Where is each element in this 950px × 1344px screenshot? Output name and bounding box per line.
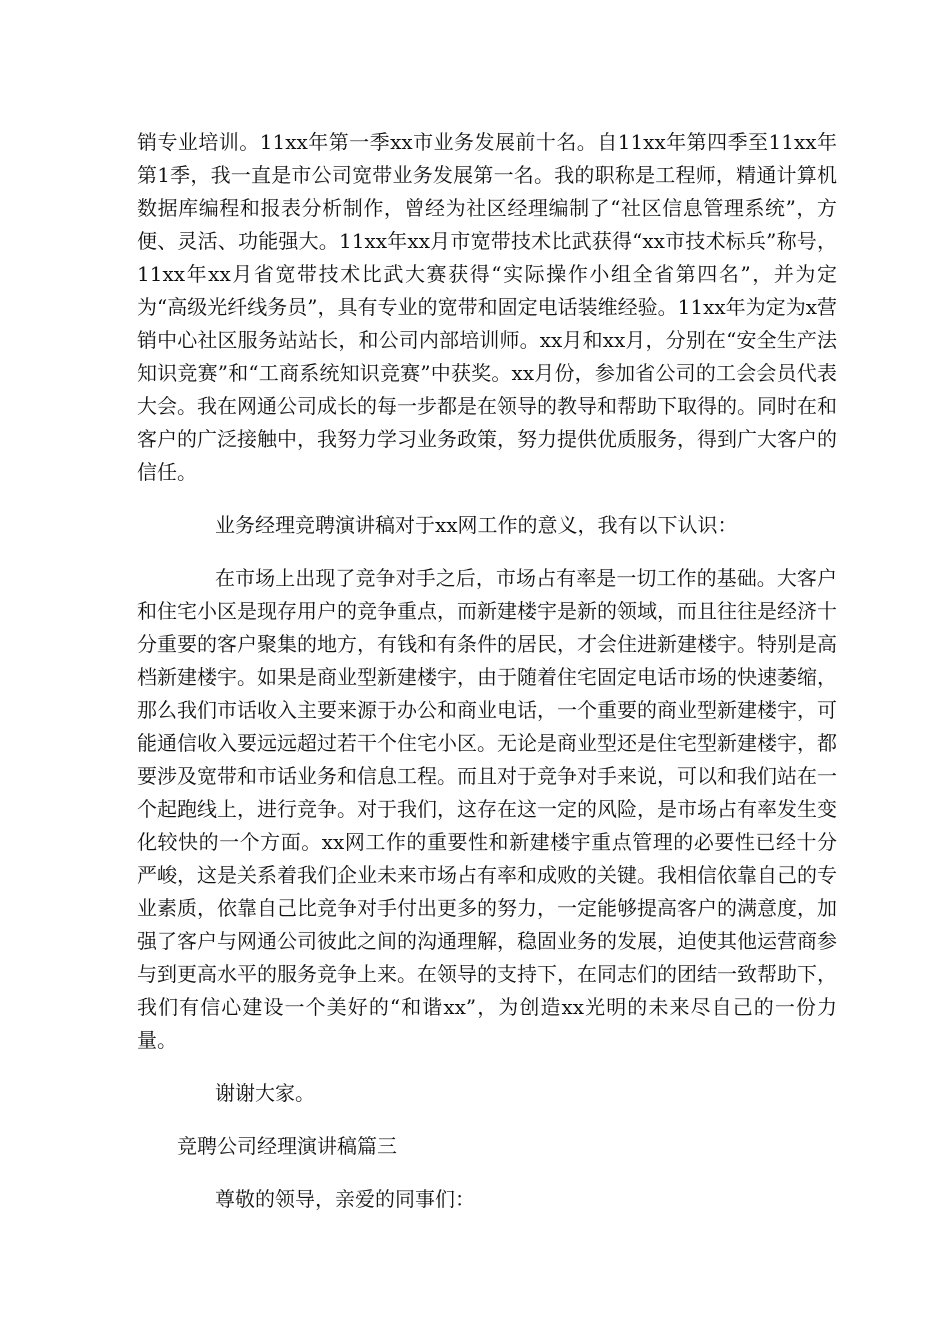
paragraph-thanks: 谢谢大家。 [215,1081,315,1105]
section-heading: 竞聘公司经理演讲稿篇三 [177,1134,397,1158]
document-body [137,126,837,1216]
paragraph-market-analysis: 在市场上出现了竞争对手之后，市场占有率是一切工作的基础。大客户和住宅小区是现存用户的竞争重点，而新建楼宇是新的领域，而且往往是经济十分重要的客户聚集的地方，有钱和有条件的居民，才会住进新建楼宇。特别是高档新建楼宇。如果是商业型新建楼宇，由于随着住宅固定电话市场的快速萎缩，那么我们市话收入主要来源于办公和商业电话，一个重要的商业型新建楼宇，可能通信收入要远远超过若干个住宅小区。无论是商业型还是住宅型新建楼宇，都要涉及宽带和市话业务和信息工程。而且对于竞争对手来说，可以和我们站在一个起跑线上，进行竞争。对于我们，这存在这一定的风险，是市场占有率发生变化较快的一个方面。xx网工作的重要性和新建楼宇重点管理的必要性已经十分严峻，这是关系着我们企业未来市场占有率和成败的关键。我相信依靠自己的专业素质，依靠自己比竞争对手付出更多的努力，一定能够提高客户的满意度，加强了客户与网通公司彼此之间的沟通理解，稳固业务的发展，迫使其他运营商参与到更高水平的服务竞争上来。在领导的支持下，在同志们的团结一致帮助下，我们有信心建设一个美好的“和谐xx”，为创造xx光明的未来尽自己的一份力量。 [137,566,837,1052]
paragraph-understanding-intro: 业务经理竞聘演讲稿对于xx网工作的意义，我有以下认识： [215,513,738,537]
paragraph-career-summary: 销专业培训。11xx年第一季xx市业务发展前十名。自11xx年第四季至11xx年第1季，我一直是市公司宽带业务发展第一名。我的职称是工程师，精通计算机数据库编程和报表分析制作，曾经为社区经理编制了“社区信息管理系统”，方便、灵活、功能强大。11xx年xx月市宽带技术比武获得“xx市技术标兵”称号，11xx年xx月省宽带技术比武大赛获得“实际操作小组全省第四名”，并为定为“高级光纤线务员”，具有专业的宽带和固定电话装维经验。11xx年为定为x营销中心社区服务站站长，和公司内部培训师。xx月和xx月，分别在“安全生产法知识竞赛”和“工商系统知识竞赛”中获奖。xx月份，参加省公司的工会会员代表大会。我在网通公司成长的每一步都是在领导的教导和帮助下取得的。同时在和客户的广泛接触中，我努力学习业务政策，努力提供优质服务，得到广大客户的信任。 [137,130,837,484]
paragraph-salutation: 尊敬的领导，亲爱的同事们： [215,1187,475,1211]
